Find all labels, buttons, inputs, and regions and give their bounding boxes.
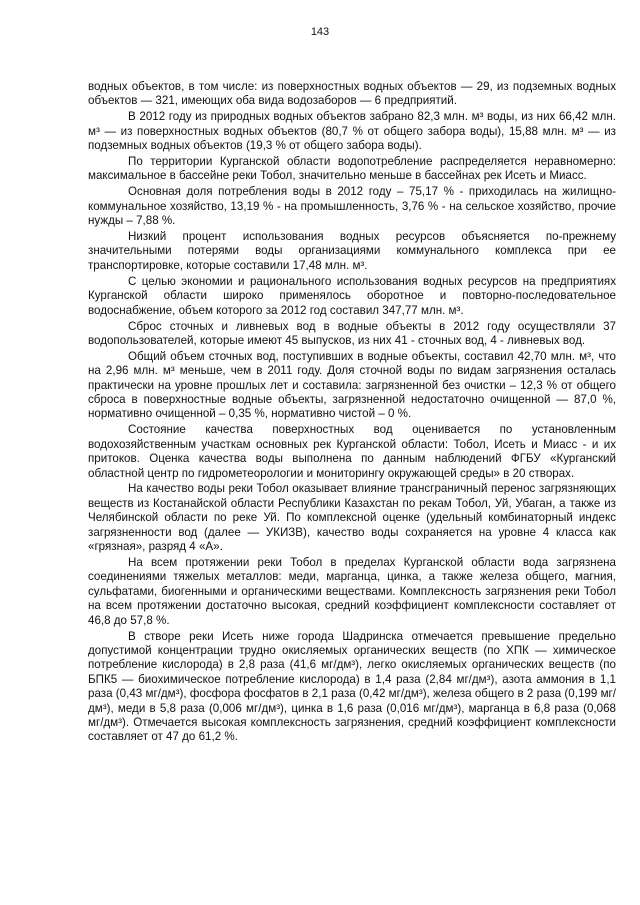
paragraph: С целью экономии и рационального использования водных ресурсов на предприятиях Курганской области широко применялось оборотное и повторно-последовательное водоснабжение, объем которого за 2012 год составил 347,77 млн. м³.: [88, 274, 616, 317]
paragraph: Общий объем сточных вод, поступивших в водные объекты, составил 42,70 млн. м³, что на 2,96 млн. м³ меньше, чем в 2011 году. Доля сточной воды по видам загрязнения осталась практически на уровне прошлых лет и составила: загрязненной без очистки – 12,3 % от общего сброса в поверхностные водные объекты, загрязненной недостаточно очищенной — 87,0 %, нормативно очищенной – 0,35 %, нормативно чистой – 0 %.: [88, 349, 616, 421]
paragraph: По территории Курганской области водопотребление распределяется неравномерно: максимальное в бассейне реки Тобол, значительно меньше в бассейнах рек Исеть и Миасс.: [88, 155, 616, 183]
paragraph: Низкий процент использования водных ресурсов объясняется по-прежнему значительными потерями воды организациями коммунального комплекса при ее транспортировке, которые составили 17,48 млн. м³.: [88, 230, 616, 272]
paragraph: Состояние качества поверхностных вод оценивается по установленным водохозяйственным участкам основных рек Курганской области: Тобол, Исеть и Миасс - и их притоков. Оценка качества воды выполнена по данным наблюдений ФГБУ «Курганский областной центр по гидрометеорологии и мониторингу окружающей среды» в 20 створах.: [88, 423, 616, 480]
page-number: 143: [310, 26, 330, 38]
paragraph: На всем протяжении реки Тобол в пределах Курганской области вода загрязнена соединениями тяжелых металлов: меди, марганца, цинка, а также железа общего, магния, сульфатами, биогенными и органическими веществами. Комплексность загрязнения реки Тобол на всем протяжении достаточно высокая, средний коэффициент комплексности составляет от 46,8 до 57,8 %.: [88, 556, 616, 627]
paragraph: В створе реки Исеть ниже города Шадринска отмечается превышение предельно допустимой концентрации трудно окисляемых органических веществ (по ХПК — химическое потребление кислорода) в 2,8 раза (41,6 мг/дм³), легко окисляемых органических веществ (по БПК5 — биохимическое потребление кислорода) в 1,4 раза (2,84 мг/дм³), азота аммония в 1,1 раза (0,43 мг/дм³), фосфора фосфатов в 2,1 раза (0,42 мг/дм³), железа общего в 2 раза (0,199 мг/дм³), меди в 5,8 раза (0,006 мг/дм³), цинка в 1,6 раза (0,016 мг/дм³), марганца в 6,8 раза (0,068 мг/дм³). Отмечается высокая комплексность загрязнения, средний коэффициент комплексности составляет от 47 до 61,2 %.: [88, 629, 616, 744]
paragraph: Основная доля потребления воды в 2012 году – 75,17 % - приходилась на жилищно-коммунальное хозяйство, 13,19 % - на промышленность, 3,76 % - на сельское хозяйство, прочие нужды – 7,88 %.: [88, 185, 616, 228]
paragraph: На качество воды реки Тобол оказывает влияние трансграничный перенос загрязняющих веществ из Костанайской области Республики Казахстан по рекам Тобол, Уй, Убаган, а также из Челябинской области по реке Уй. По комплексной оценке (удельный комбинаторный индекс загрязненности вод (далее — УКИЗВ), качество воды сохраняется на уровне 4 класса как «грязная», разряд 4 «А».: [88, 482, 616, 554]
paragraph: В 2012 году из природных водных объектов забрано 82,3 млн. м³ воды, из них 66,42 млн. м³ — из поверхностных водных объектов (80,7 % от общего забора воды), 15,88 млн. м³ — из подземных водных объектов (19,3 % от общего забора воды).: [88, 110, 616, 153]
paragraph: Сброс сточных и ливневых вод в водные объекты в 2012 году осуществляли 37 водопользователей, которые имеют 45 выпусков, из них 41 - сточных вод, 4 - ливневых вод.: [88, 319, 616, 347]
document-body: [88, 80, 616, 746]
paragraph: водных объектов, в том числе: из поверхностных водных объектов — 29, из подземных водных объектов — 321, имеющих оба вида водозаборов — 6 предприятий.: [88, 80, 616, 108]
